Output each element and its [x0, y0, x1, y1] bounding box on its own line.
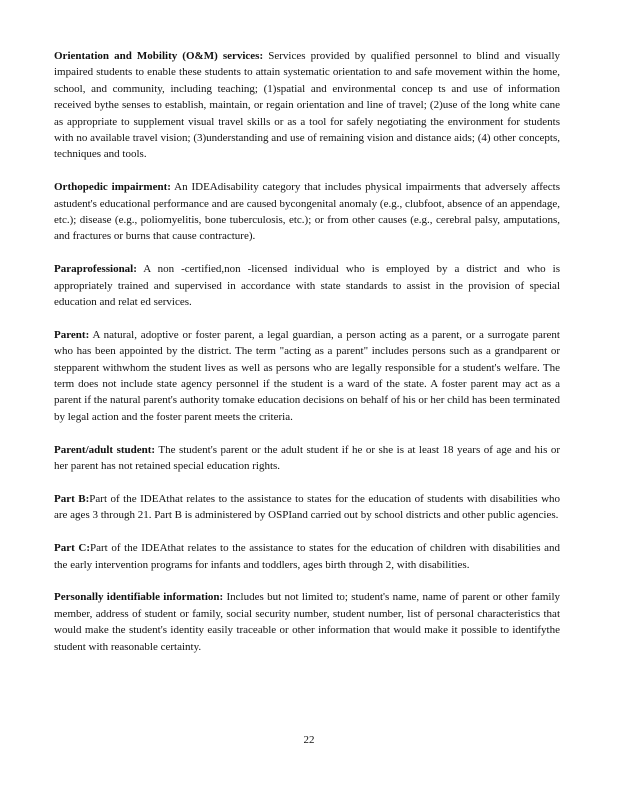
glossary-term: Paraprofessional: — [54, 263, 137, 276]
page-number: 22 — [303, 734, 315, 746]
glossary-definition: Part of the IDEAthat relates to the assistance to states for the education of children with disabilities and the early intervention programs for infants and toddlers, ages birth through 2, with disabilities. — [54, 542, 560, 571]
glossary-definition: An IDEAdisability category that includes physical impairments that adversely affects astudent's educational performance and are caused bycongenital anomaly (e.g., clubfoot, absence of an appendage, etc.); disease (e.g., poliomyelitis, bone tuberculosis, etc.); or from other causes (e.g., cerebral palsy, amputations, and fractures or burns that cause contracture). — [54, 181, 560, 243]
glossary-definition: A non -certified,non -licensed individual who is employed by a district and who is appropriately trained and supervised in accordance with state standards to assist in the provision of special education and relat ed services. — [54, 263, 560, 309]
glossary-entry-paraprofessional — [54, 261, 560, 310]
glossary-definition: A natural, adoptive or foster parent, a legal guardian, a person acting as a parent, or a surrogate parent who has been appointed by the district. The term "acting as a parent" includes persons such as a grandparent or stepparent withwhom the student lives as well as persons who are legally responsible for a student's welfare. The term does not include state agency personnel if the student is a ward of the state. A foster parent may act as a parent if the natural parent's authority tomake education decisions on behalf of his or her child has been terminated by legal action and the foster parent meets the criteria. — [54, 328, 560, 423]
glossary-entry-parent — [54, 327, 560, 425]
glossary-entry-personally-identifiable-information — [54, 589, 560, 655]
glossary-term: Part C: — [54, 542, 91, 555]
glossary-entry-part-c — [54, 540, 560, 573]
glossary-entry-orthopedic-impairment — [54, 179, 560, 245]
glossary-term: Personally identifiable information: — [54, 591, 224, 604]
glossary-term: Orthopedic impairment: — [54, 181, 171, 194]
glossary-entry-orientation-mobility — [54, 48, 560, 163]
glossary-content — [54, 48, 560, 671]
glossary-definition: The student's parent or the adult student if he or she is at least 18 years of age and his or her parent has not retained special education rights. — [54, 443, 560, 473]
glossary-definition: Services provided by qualified personnel to blind and visually impaired students to enable these students to attain systematic orientation to and safe movement within the home, school, and community, including teaching; (1)spatial and environmental concep ts and use of information received bythe senses to establish, maintain, or regain orientation and line of travel; (2)use of the long white cane as appropriate to supplement visual travel skills or as a tool for safely negotiating the environment for students with no available travel vision; (3)understanding and use of remaining vision and distance aids; (4) other concepts, techniques and tools. — [54, 50, 561, 161]
glossary-term: Orientation and Mobility (O&M) services: — [54, 50, 264, 62]
glossary-term: Part B: — [54, 492, 90, 505]
glossary-entry-part-b — [54, 491, 560, 524]
glossary-definition: Includes but not limited to; student's name, name of parent or other family member, address of student or family, social security number, student number, list of personal characteristics that would make the student's identity easily traceable or other information that would make it possible to identifythe student with reasonable certainty. — [54, 591, 561, 653]
glossary-term: Parent/adult student: — [54, 443, 156, 456]
glossary-entry-parent-adult-student — [54, 442, 560, 475]
glossary-term: Parent: — [54, 328, 90, 341]
glossary-definition: Part of the IDEAthat relates to the assistance to states for the education of students with disabilities who are ages 3 through 21. Part B is administered by OSPIand carried out by school districts and other public agencies. — [54, 492, 561, 522]
